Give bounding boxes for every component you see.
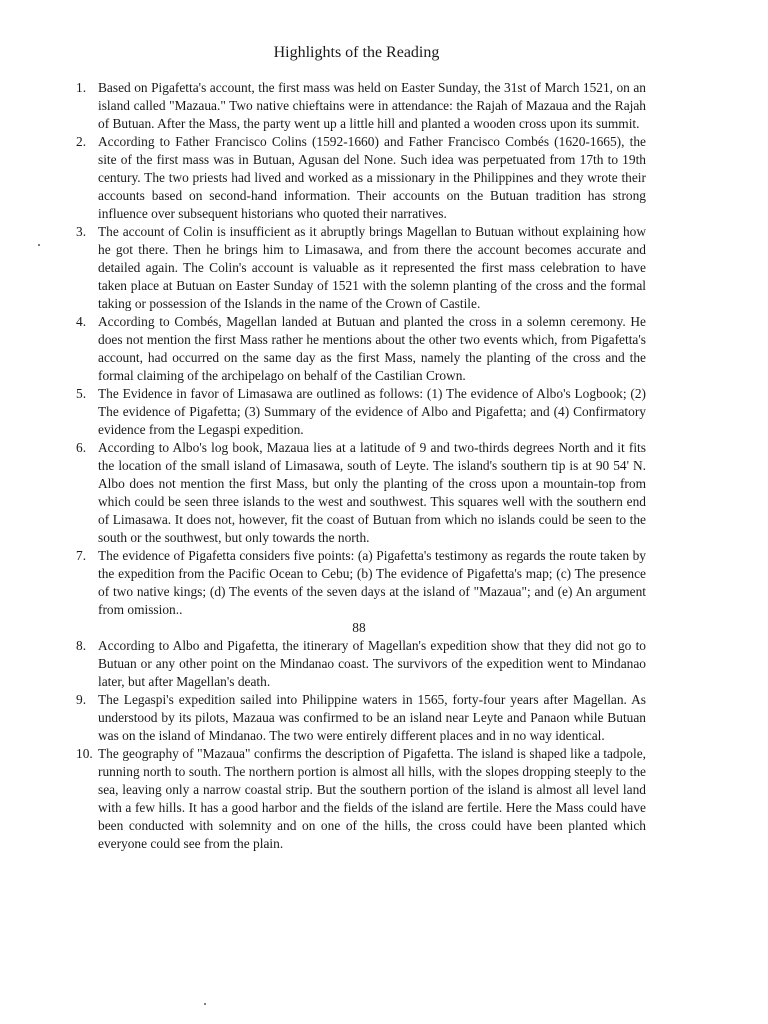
- item-number: 7.: [76, 548, 87, 563]
- list-item: [0, 133, 646, 223]
- page-title: Highlights of the Reading: [273, 44, 440, 61]
- item-number: 10.: [76, 746, 93, 761]
- list-item: [0, 547, 646, 619]
- list-item: [0, 79, 646, 133]
- item-text: The Legaspi's expedition sailed into Philippine waters in 1565, forty-four years after Magellan. As understood by its pilots, Mazaua was confirmed to be an island near Leyte and Panaon while Butuan was on the island of Mindanao. The two were entirely different places and in no way identical.: [98, 692, 646, 743]
- list-item: [0, 385, 646, 439]
- item-number: 5.: [76, 386, 87, 401]
- item-number: 4.: [76, 314, 87, 329]
- list-item: [0, 745, 646, 853]
- scan-speck: [38, 244, 40, 246]
- scan-speck: [204, 1003, 206, 1005]
- item-number: 9.: [76, 692, 87, 707]
- list-item: [0, 637, 646, 691]
- list-item: [0, 313, 646, 385]
- page-number: 88: [352, 620, 366, 635]
- item-number: 8.: [76, 638, 87, 653]
- item-text: According to Albo's log book, Mazaua lies at a latitude of 9 and two-thirds degrees North and it fits the location of the small island of Limasawa, south of Leyte. The island's southern tip is at 90 54' N. Albo does not mention the first Mass, but only the planting of the cross upon a mountain-top from which could be seen three islands to the west and southwest. This squares well with the southern end of Limasawa. It does not, however, fit the coast of Butuan from which no islands could be seen to the south or the southwest, but only towards the north.: [98, 440, 646, 545]
- list-item: [0, 439, 646, 547]
- item-number: 2.: [76, 134, 87, 149]
- item-text: Based on Pigafetta's account, the first mass was held on Easter Sunday, the 31st of March 1521, on an island called "Mazaua." Two native chieftains were in attendance: the Rajah of Mazaua and the Rajah of Butuan. After the Mass, the party went up a little hill and planted a wooden cross upon its summit.: [98, 80, 646, 131]
- item-text: The Evidence in favor of Limasawa are outlined as follows: (1) The evidence of Albo's Logbook; (2) The evidence of Pigafetta; (3) Summary of the evidence of Albo and Pigafetta; and (4) Confirmatory evidence from the Legaspi expedition.: [98, 386, 646, 437]
- item-number: 1.: [76, 80, 87, 95]
- item-number: 3.: [76, 224, 87, 239]
- highlights-list: [0, 79, 768, 853]
- list-item: [0, 691, 646, 745]
- item-text: According to Albo and Pigafetta, the itinerary of Magellan's expedition show that they did not go to Butuan or any other point on the Mindanao coast. The survivors of the expedition went to Mindanao later, but after Magellan's death.: [98, 638, 646, 689]
- item-number: 6.: [76, 440, 87, 455]
- item-text: The account of Colin is insufficient as it abruptly brings Magellan to Butuan without explaining how he got there. Then he brings him to Limasawa, and from there the account becomes accurate and detailed again. The Colin's account is valuable as it represented the first mass celebration to have taken place at Butuan on Easter Sunday of 1521 with the solemn planting of the cross and the formal taking or possession of the Islands in the name of the Crown of Castile.: [98, 224, 646, 311]
- item-text: The evidence of Pigafetta considers five points: (a) Pigafetta's testimony as regards the route taken by the expedition from the Pacific Ocean to Cebu; (b) The evidence of Pigafetta's map; (c) The presence of two native kings; (d) The events of the seven days at the island of "Mazaua"; and (e) An argument from omission..: [98, 548, 646, 617]
- item-text: According to Father Francisco Colins (1592-1660) and Father Francisco Combés (1620-1665), the site of the first mass was in Butuan, Agusan del None. Such idea was perpetuated from 17th to 19th century. The two priests had lived and worked as a missionary in the Philippines and they wrote their accounts based on second-hand information. Their accounts on the Butuan tradition has strong influence over subsequent historians who quoted their narratives.: [98, 134, 646, 221]
- item-text: According to Combés, Magellan landed at Butuan and planted the cross in a solemn ceremony. He does not mention the first Mass rather he mentions about the other two events which, from Pigafetta's account, had occurred on the same day as the first Mass, namely the planting of the cross and the formal claiming of the archipelago on behalf of the Castilian Crown.: [98, 314, 646, 383]
- item-text: The geography of "Mazaua" confirms the description of Pigafetta. The island is shaped like a tadpole, running north to south. The northern portion is almost all hills, with the slopes dropping steeply to the sea, leaving only a narrow coastal strip. But the southern portion of the island is almost all level land with a few hills. It has a good harbor and the fields of the island are fertile. Here the Mass could have been conducted with solemnity and on one of the hills, the cross could have been planted which everyone could see from the plain.: [98, 746, 646, 851]
- list-item: [0, 223, 646, 313]
